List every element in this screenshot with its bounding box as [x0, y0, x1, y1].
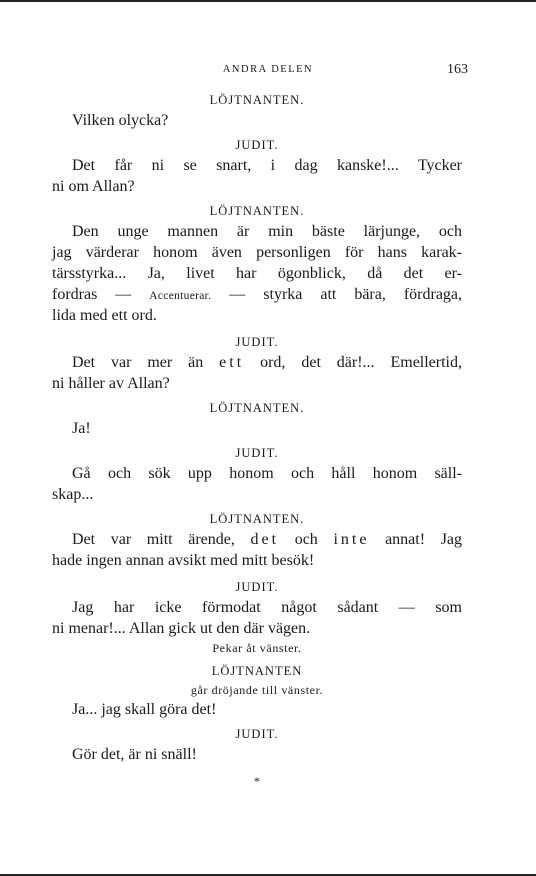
dialogue-line: ni håller av Allan? [52, 375, 170, 392]
inline-stage-direction: Accentuerar. [149, 290, 212, 302]
dialogue-fragment: ord, det där!... Emellertid, [260, 354, 462, 371]
dialogue-line: Gör det, är ni snäll! [72, 746, 197, 763]
dialogue-fragment: — styrka att bära, fördraga, [229, 286, 463, 303]
speaker-lojtnanten: LÖJTNANTEN [211, 664, 303, 678]
dialogue-fragment: och [294, 531, 318, 548]
end-ornament: * [254, 774, 260, 788]
dialogue-line [52, 529, 462, 550]
page-number: 163 [447, 62, 468, 77]
speaker-judit: JUDIT. [235, 446, 279, 460]
running-head [0, 62, 536, 80]
dialogue-line [52, 284, 462, 305]
dialogue-line: Jag har icke förmodat något sådant — som [72, 599, 462, 616]
speaker-judit: JUDIT. [235, 335, 279, 349]
stage-direction: går dröjande till vänster. [190, 683, 324, 697]
dialogue-line: Vilken olycka? [72, 112, 169, 129]
emphasized-word: det [250, 531, 280, 548]
dialogue-line: Den unge mannen är min bäste lärjunge, och [72, 223, 462, 240]
top-edge-rule [0, 0, 536, 2]
dialogue-line [52, 352, 462, 373]
dialogue-fragment: annat! Jag [385, 531, 463, 548]
dialogue-line: hade ingen annan avsikt med mitt besök! [52, 552, 315, 569]
play-text [52, 90, 462, 789]
running-title: ANDRA DELEN [222, 64, 314, 75]
dialogue-line: Gå och sök upp honom och håll honom säll- [72, 465, 462, 482]
emphasized-word: ett [219, 354, 245, 371]
dialogue-line: skap... [52, 486, 94, 503]
speaker-lojtnanten: LÖJTNANTEN. [209, 401, 305, 415]
dialogue-line: Det får ni se snart, i dag kanske!... Tycker [72, 157, 462, 174]
stage-direction: Pekar åt vänster. [212, 641, 302, 655]
emphasized-word: inte [333, 531, 370, 548]
speaker-judit: JUDIT. [235, 727, 279, 741]
speaker-judit: JUDIT. [235, 138, 279, 152]
dialogue-line: Ja... jag skall göra det! [72, 701, 217, 718]
speaker-lojtnanten: LÖJTNANTEN. [209, 204, 305, 218]
dialogue-line: lida med ett ord. [52, 307, 157, 324]
speaker-lojtnanten: LÖJTNANTEN. [209, 93, 305, 107]
dialogue-line: jag värderar honom även personligen för hans karak- [52, 244, 462, 261]
dialogue-fragment: Det var mer än [72, 354, 204, 371]
dialogue-fragment: fordras — [52, 286, 132, 303]
speaker-lojtnanten: LÖJTNANTEN. [209, 512, 305, 526]
dialogue-fragment: Det var mitt ärende, [72, 531, 235, 548]
dialogue-line: ni om Allan? [52, 178, 135, 195]
speaker-judit: JUDIT. [235, 580, 279, 594]
dialogue-line: Ja! [72, 420, 91, 437]
dialogue-line: tärsstyrka... Ja, livet har ögonblick, då det er- [52, 265, 462, 282]
dialogue-line: ni menar!... Allan gick ut den där vägen. [52, 620, 311, 637]
